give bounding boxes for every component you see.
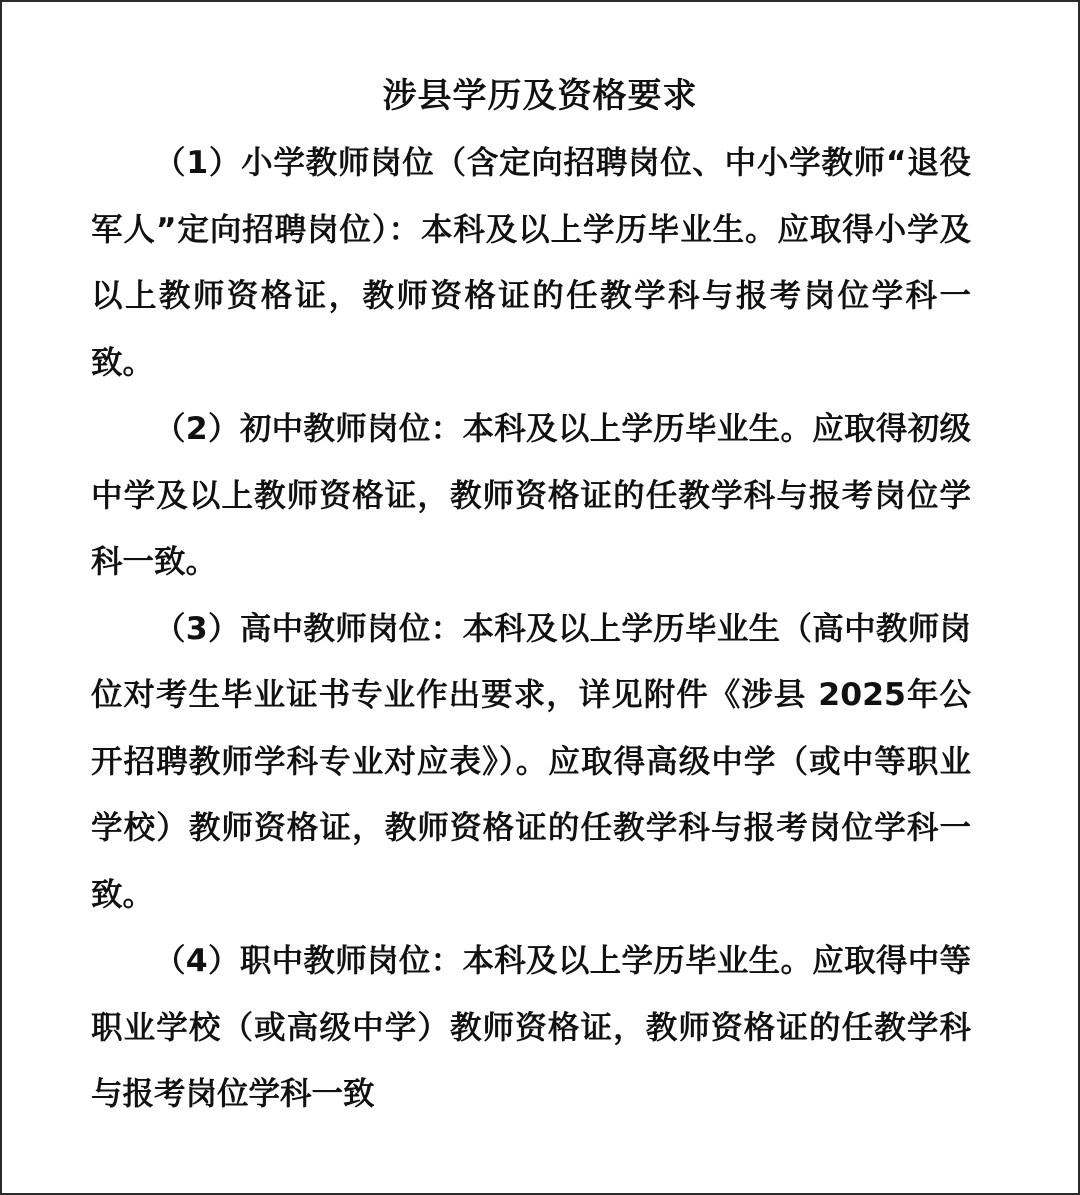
paragraph-vocational-school: （4）职中教师岗位：本科及以上学历毕业生。应取得中等职业学校（或高级中学）教师资格证，教师资格证的任教学科与报考岗位学科一致 [91, 943, 971, 1112]
document-body [91, 130, 971, 1128]
paragraph-primary-school: （1）小学教师岗位（含定向招聘岗位、中小学教师“退役军人”定向招聘岗位）：本科及以上学历毕业生。应取得小学及以上教师资格证，教师资格证的任教学科与报考岗位学科一致。 [91, 145, 971, 381]
paragraph-junior-middle-school: （2）初中教师岗位：本科及以上学历毕业生。应取得初级中学及以上教师资格证，教师资格证的任教学科与报考岗位学科一致。 [91, 411, 971, 580]
document-title: 涉县学历及资格要求 [382, 76, 698, 116]
paragraph-senior-high-school: （3）高中教师岗位：本科及以上学历毕业生（高中教师岗位对考生毕业证书专业作出要求，详见附件《涉县 2025年公开招聘教师学科专业对应表》）。应取得高级中学（或中等职业学校）教师资格证，教师资格证的任教学科与报考岗位学科一致。 [91, 610, 971, 913]
